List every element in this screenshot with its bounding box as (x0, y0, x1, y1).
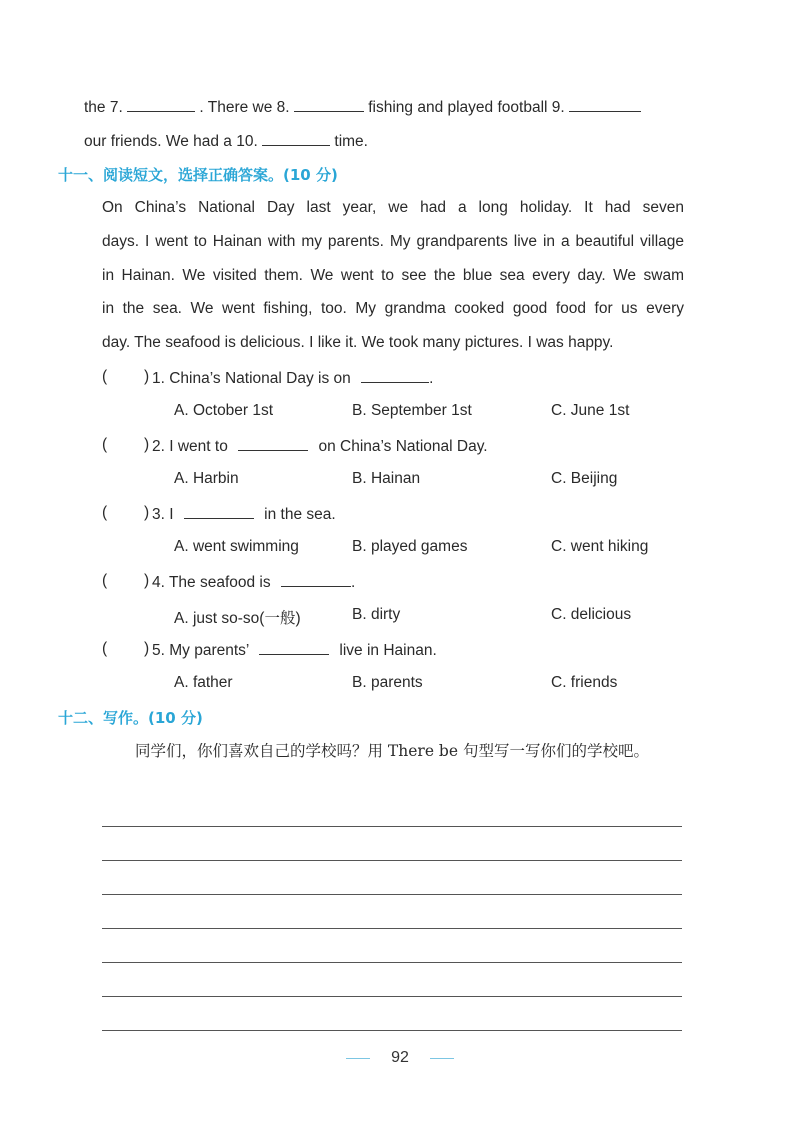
question-blank[interactable] (259, 640, 329, 655)
question-4 (152, 572, 355, 592)
question-1 (152, 368, 433, 388)
option-a: A. October 1st (174, 402, 274, 419)
answer-paren-close: ) (144, 572, 150, 589)
answer-paren-close: ) (144, 504, 150, 521)
writing-line[interactable] (102, 996, 682, 997)
question-text: in the sea. (264, 506, 336, 523)
question-blank[interactable] (184, 504, 254, 519)
option-c: C. delicious (551, 606, 632, 623)
option-b: B. played games (352, 538, 468, 555)
page-number: 92 (391, 1049, 409, 1066)
option-b: B. Hainan (352, 470, 421, 487)
answer-paren-close: ) (144, 436, 150, 453)
question-blank[interactable] (281, 572, 351, 587)
question-text: 5. My parents’ (152, 642, 249, 659)
passage-line: days. I went to Hainan with my parents. My grandparents live in a beautiful village (102, 232, 684, 250)
option-b: B. September 1st (352, 402, 472, 419)
cloze-line-2 (84, 131, 368, 152)
option-c: C. June 1st (551, 402, 630, 419)
answer-paren-open[interactable]: ( (102, 436, 108, 453)
question-text: . (429, 370, 434, 387)
answer-paren-open[interactable]: ( (102, 640, 108, 657)
answer-paren-close: ) (144, 640, 150, 657)
option-c: C. friends (551, 674, 618, 691)
question-2 (152, 436, 488, 456)
question-text: 3. I (152, 506, 174, 523)
question-3 (152, 504, 336, 524)
writing-line[interactable] (102, 962, 682, 963)
section-11-title: 十一、阅读短文，选择正确答案。(10 分) (58, 166, 338, 184)
question-text: 1. China’s National Day is on (152, 370, 351, 387)
option-a: A. just so-so(一般) (174, 610, 301, 627)
writing-line[interactable] (102, 1030, 682, 1031)
answer-blank-7[interactable] (127, 97, 195, 112)
writing-prompt (135, 735, 683, 768)
writing-line[interactable] (102, 928, 682, 929)
cloze-text: time. (334, 133, 368, 150)
passage-line: in Hainan. We visited them. We went to see the blue sea every day. We swam (102, 266, 684, 284)
answer-paren-close: ) (144, 368, 150, 385)
question-text: . (350, 574, 356, 591)
option-a: A. father (174, 674, 233, 691)
passage-last-line: day. The seafood is delicious. I like it. We took many pictures. I was happy. (102, 334, 614, 351)
cloze-text: fishing and played football 9. (368, 99, 565, 116)
reading-passage (102, 191, 684, 326)
option-c: C. Beijing (551, 470, 618, 487)
writing-line[interactable] (102, 826, 682, 827)
passage-line: On China’s National Day last year, we had a long holiday. It had seven (102, 199, 684, 216)
cloze-line-1 (84, 97, 641, 118)
footer-divider-left (346, 1058, 370, 1059)
question-text: on China’s National Day. (318, 438, 488, 455)
option-a: A. went swimming (174, 538, 299, 555)
answer-blank-10[interactable] (262, 131, 330, 146)
answer-blank-8[interactable] (294, 97, 364, 112)
question-text: live in Hainan. (339, 642, 437, 659)
answer-blank-9[interactable] (569, 97, 641, 112)
question-text: 4. The seafood is (152, 574, 271, 591)
question-blank[interactable] (361, 368, 429, 383)
writing-line[interactable] (102, 860, 682, 861)
answer-paren-open[interactable]: ( (102, 368, 108, 385)
option-b: B. dirty (352, 606, 401, 623)
cloze-text: our friends. We had a 10. (84, 133, 258, 150)
passage-line: in the sea. We went fishing, too. My grandma cooked good food for us every (102, 300, 684, 318)
answer-paren-open[interactable]: ( (102, 572, 108, 589)
option-c: C. went hiking (551, 538, 649, 555)
footer-divider-right (430, 1058, 454, 1059)
question-text: 2. I went to (152, 438, 228, 455)
cloze-text: the 7. (84, 99, 123, 116)
question-5 (152, 640, 437, 660)
question-blank[interactable] (238, 436, 308, 451)
cloze-text: . There we 8. (199, 99, 290, 116)
writing-line[interactable] (102, 894, 682, 895)
option-a: A. Harbin (174, 470, 239, 487)
prompt-text: 同学们，你们喜欢自己的学校吗？用 There be 句型写一写你们的学校吧。 (135, 742, 649, 760)
section-12-title: 十二、写作。(10 分) (58, 709, 203, 727)
option-b: B. parents (352, 674, 423, 691)
answer-paren-open[interactable]: ( (102, 504, 108, 521)
